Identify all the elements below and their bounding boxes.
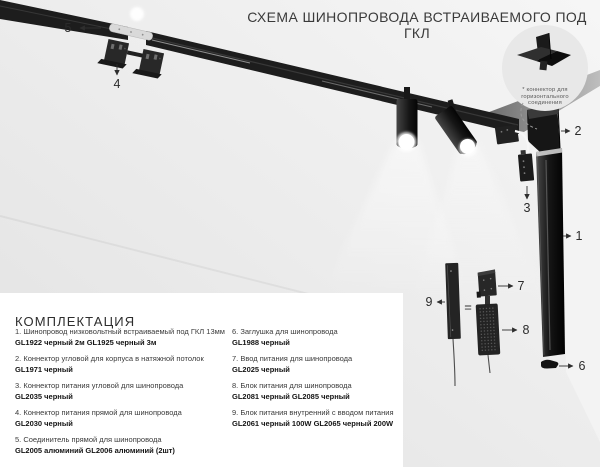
callout-1: 1: [575, 229, 583, 243]
kit-item-codes: GL1922 черный 2м GL1925 черный 3м: [15, 338, 157, 347]
callout-6: 6: [578, 359, 586, 373]
kit-item-desc: 8. Блок питания для шинопровода: [232, 381, 352, 390]
kit-item-codes: GL2005 алюминий GL2006 алюминий (2шт): [15, 446, 175, 455]
kit-item-codes: GL2061 черный 100W GL2065 черный 200W: [232, 419, 394, 428]
kit-item-9: [232, 407, 402, 429]
kit-item-8: [232, 380, 402, 402]
kit-item-6: [232, 326, 402, 348]
kit-column-left: [15, 326, 229, 461]
kit-item-codes: GL1971 черный: [15, 365, 73, 374]
page-title: СХЕМА ШИНОПРОВОДА ВСТРАИВАЕМОГО ПОД ГКЛ: [247, 9, 587, 41]
kit-item-3: [15, 380, 229, 402]
kit-item-1: [15, 326, 229, 348]
kit-heading: КОМПЛЕКТАЦИЯ: [15, 314, 136, 329]
kit-item-codes: GL2081 черный GL2085 черный: [232, 392, 350, 401]
kit-item-desc: 3. Коннектор питания угловой для шинопровода: [15, 381, 184, 390]
callout-3: 3: [523, 201, 531, 215]
callout-2: 2: [574, 124, 582, 138]
kit-item-2: [15, 353, 229, 375]
kit-item-codes: GL1988 черный: [232, 338, 290, 347]
callout-9: 9: [425, 295, 433, 309]
kit-item-desc: 9. Блок питания внутренний с вводом питания: [232, 408, 394, 417]
kit-item-desc: 4. Коннектор питания прямой для шинопровода: [15, 408, 182, 417]
kit-item-5: [15, 434, 229, 456]
callout-5: 5: [64, 21, 72, 35]
kit-item-desc: 1. Шинопровод низковольтный встраиваемый под ГКЛ 13мм: [15, 327, 225, 336]
lens-1: [399, 134, 415, 150]
kit-item-desc: 5. Соединитель прямой для шинопровода: [15, 435, 162, 444]
inset-note: * коннектор для горизонтального соединения: [521, 87, 569, 107]
kit-item-7: [232, 353, 402, 375]
callout-7: 7: [517, 279, 525, 293]
kit-item-codes: GL2030 черный: [15, 419, 73, 428]
equals-sign: =: [464, 299, 472, 315]
kit-item-desc: 6. Заглушка для шинопровода: [232, 327, 338, 336]
kit-panel: [0, 293, 403, 467]
callout-8: 8: [522, 323, 530, 337]
junction-glow: [130, 7, 144, 21]
callout-4: 4: [113, 77, 121, 91]
kit-item-4: [15, 407, 229, 429]
kit-column-right: [232, 326, 402, 434]
kit-item-desc: 7. Ввод питания для шинопровода: [232, 354, 353, 363]
kit-item-codes: GL2025 черный: [232, 365, 290, 374]
kit-item-codes: GL2035 черный: [15, 392, 73, 401]
kit-item-desc: 2. Коннектор угловой для корпуса в натяжной потолок: [15, 354, 204, 363]
